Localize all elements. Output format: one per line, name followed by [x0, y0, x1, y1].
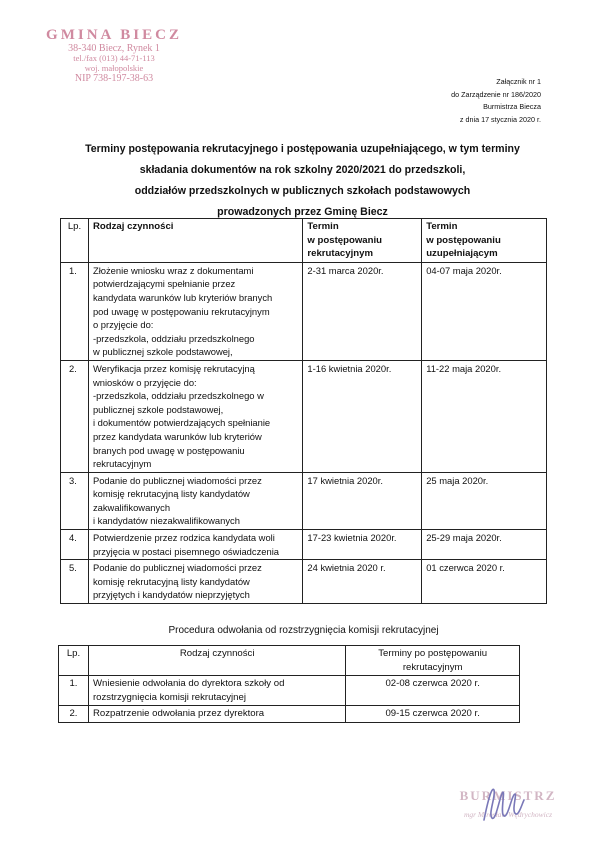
activity-line: przyjętych i kandydatów nieprzyjętych [92, 589, 250, 601]
activity-line: o przyjęcie do: [92, 319, 154, 331]
row-recruitment-term: 2-31 marca 2020r. [303, 262, 422, 360]
row-recruitment-term: 1-16 kwietnia 2020r. [303, 360, 422, 472]
row-lp: 1. [59, 676, 89, 706]
row-lp: 1. [61, 262, 89, 360]
activity-line: i kandydatów niezakwalifikowanych [92, 515, 240, 527]
row-activity [88, 262, 302, 360]
activity-line: pod uwagę w postępowaniu rekrutacyjnym [92, 305, 270, 317]
activity-line: w publicznej szkole podstawowej, [92, 346, 233, 358]
stamp-title: GMINA BIECZ [46, 27, 182, 43]
row-lp: 3. [61, 472, 89, 529]
appeal-table [58, 645, 520, 723]
header-supplementary [422, 219, 547, 263]
table-row [59, 676, 520, 706]
header-line: Terminy po postępowaniu [378, 648, 488, 659]
activity-line: Podanie do publicznej wiadomości przez [92, 562, 262, 574]
header-term [346, 646, 520, 676]
table-row [61, 560, 547, 604]
header-line: w postępowaniu [426, 234, 501, 246]
title-line: prowadzonych przez Gminę Biecz [217, 206, 388, 218]
row-term: 02-08 czerwca 2020 r. [346, 676, 520, 706]
row-lp: 4. [61, 530, 89, 560]
row-activity [88, 472, 302, 529]
header-line: Termin [426, 221, 458, 232]
activity-line: przyjęcia w postaci pisemnego oświadczenia [92, 545, 279, 557]
annex-line-4: z dnia 17 stycznia 2020 r. [459, 114, 541, 124]
activity-line: Potwierdzenie przez rodzica kandydata woli [92, 532, 275, 544]
table-row [61, 360, 547, 472]
activity-line: -przedszkola, oddziału przedszkolnego w [92, 390, 264, 402]
stamp-region: woj. małopolskie [84, 62, 144, 73]
header-line: Termin [307, 221, 339, 232]
row-supplementary-term: 11-22 maja 2020r. [422, 360, 547, 472]
activity-line: i dokumentów potwierdzających spełnianie [92, 417, 271, 429]
table-header-row [59, 646, 520, 676]
schedule-table [60, 218, 547, 604]
row-lp: 5. [61, 560, 89, 604]
activity-line: rekrutacyjnym [92, 458, 152, 470]
row-term: 09-15 czerwca 2020 r. [346, 706, 520, 723]
activity-line: komisję rekrutacyjną listy kandydatów [92, 488, 250, 500]
header-line: uzupełniającym [426, 248, 498, 260]
row-activity [88, 560, 302, 604]
activity-line: przez kandydata warunków lub kryteriów [92, 430, 262, 442]
header-line: w postępowaniu [307, 234, 383, 246]
activity-line: branych pod uwagę w postępowaniu [92, 444, 245, 456]
mayor-stamp-title: BURMISTRZ [459, 788, 557, 803]
municipality-stamp [44, 27, 184, 84]
row-lp: 2. [59, 706, 89, 723]
activity-line: Weryfikacja przez komisję rekrutacyjną [92, 362, 255, 374]
row-supplementary-term: 04-07 maja 2020r. [422, 262, 547, 360]
document-title [60, 139, 545, 223]
row-lp: 2. [61, 360, 89, 472]
appeal-table-body [59, 676, 520, 723]
activity-line: potwierdzającymi spełnianie przez [92, 278, 236, 290]
table-row [61, 262, 547, 360]
annex-line-3: Burmistrza Biecza [483, 102, 541, 111]
header-line: rekrutacyjnym [307, 248, 373, 260]
row-supplementary-term: 25-29 maja 2020r. [422, 530, 547, 560]
title-line: Terminy postępowania rekrutacyjnego i postępowania uzupełniającego, w tym terminy [85, 143, 520, 155]
header-recruitment [303, 219, 422, 263]
activity-line: zakwalifikowanych [92, 501, 171, 513]
table-row [61, 472, 547, 529]
annex-line-2: do Zarządzenie nr 186/2020 [451, 89, 541, 99]
row-recruitment-term: 17 kwietnia 2020r. [303, 472, 422, 529]
stamp-address: 38-340 Biecz, Rynek 1 [68, 43, 160, 54]
row-supplementary-term: 25 maja 2020r. [422, 472, 547, 529]
table-row [59, 706, 520, 723]
handwritten-signature [478, 780, 528, 828]
row-recruitment-term: 17-23 kwietnia 2020r. [303, 530, 422, 560]
row-activity [88, 530, 302, 560]
activity-line: Wniesienie odwołania do dyrektora szkoły od [92, 678, 285, 690]
procedure-title: Procedura odwołania od rozstrzygnięcia komisji rekrutacyjnej [168, 625, 439, 636]
activity-line: komisję rekrutacyjną listy kandydatów [92, 575, 250, 587]
header-lp: Lp. [61, 219, 89, 263]
title-line: oddziałów przedszkolnych w publicznych szkołach podstawowych [134, 185, 471, 197]
annex-note [451, 76, 541, 126]
title-line: składania dokumentów na rok szkolny 2020/2021 do przedszkoli, [139, 164, 466, 176]
activity-line: Rozpatrzenie odwołania przez dyrektora [92, 708, 265, 720]
stamp-nip: NIP 738-197-38-63 [74, 73, 154, 84]
header-lp: Lp. [59, 646, 89, 676]
table-header-row [61, 219, 547, 263]
schedule-table-body [61, 262, 547, 603]
activity-line: Podanie do publicznej wiadomości przez [92, 474, 262, 486]
header-activity: Rodzaj czynności [88, 219, 302, 263]
table-row [61, 530, 547, 560]
header-activity: Rodzaj czynności [88, 646, 345, 676]
row-activity [88, 676, 345, 706]
activity-line: wniosków o przyjęcie do: [92, 376, 197, 388]
activity-line: Złożenie wniosku wraz z dokumentami [92, 264, 254, 276]
activity-line: publicznej szkole podstawowej, [92, 403, 224, 415]
stamp-phone: tel./fax (013) 44-71-113 [73, 53, 155, 63]
header-line: rekrutacyjnym [402, 661, 463, 673]
activity-line: -przedszkola, oddziału przedszkolnego [92, 332, 255, 344]
activity-line: rozstrzygnięcia komisji rekrutacyjnej [92, 691, 246, 703]
row-recruitment-term: 24 kwietnia 2020 r. [303, 560, 422, 604]
annex-line-1: Załącznik nr 1 [496, 77, 541, 86]
mayor-stamp-name: mgr Mirosław Wędrychowicz [463, 810, 553, 819]
row-supplementary-term: 01 czerwca 2020 r. [422, 560, 547, 604]
row-activity [88, 706, 345, 723]
activity-line: kandydata warunków lub kryteriów branych [92, 291, 273, 303]
row-activity [88, 360, 302, 472]
